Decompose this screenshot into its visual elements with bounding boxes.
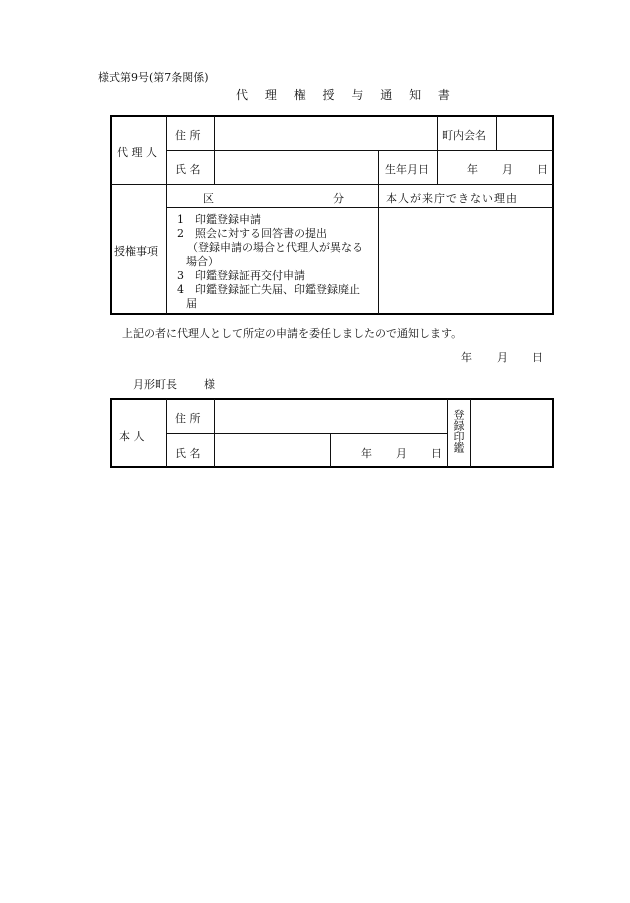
title-char: 理 (264, 88, 277, 102)
authority-item: （登録申請の場合と代理人が異なる (187, 241, 363, 254)
title-char: 権 (293, 88, 306, 102)
authority-item: 1 印鑑登録申請 (177, 213, 261, 226)
birth-year-label: 年 (467, 163, 478, 176)
addressee-suffix: 様 (204, 378, 215, 391)
addressee: 月形町長 (133, 378, 177, 391)
birth-day-label: 日 (537, 163, 548, 176)
title-char: 知 (409, 88, 422, 102)
authority-item: 2 照会に対する回答書の提出 (177, 227, 327, 240)
document-title (236, 86, 463, 103)
title-char: 通 (380, 88, 393, 102)
title-char: 代 (236, 88, 249, 102)
principal-label: 本 人 (119, 430, 145, 443)
date-year: 年 (461, 351, 472, 364)
authority-item: 場合） (186, 255, 219, 268)
principal-month: 月 (396, 447, 407, 460)
title-char: 与 (351, 88, 364, 102)
authority-label: 授権事項 (114, 245, 158, 258)
agent-label: 代 理 人 (117, 146, 157, 159)
title-char: 書 (437, 88, 450, 102)
registered-seal-label: 登録印鑑 (452, 409, 465, 453)
form-number: 様式第9号(第7条関係) (98, 71, 209, 84)
authority-item: 3 印鑑登録証再交付申請 (177, 269, 305, 282)
reason-header: 本人が来庁できない理由 (386, 192, 518, 205)
birth-month-label: 月 (502, 163, 513, 176)
agent-address-label: 住 所 (175, 129, 201, 142)
principal-name-label: 氏 名 (175, 447, 201, 460)
agent-name-label: 氏 名 (175, 163, 201, 176)
authority-item: 届 (186, 297, 197, 310)
town-association-label: 町内会名 (442, 129, 486, 142)
category-header-right: 分 (333, 192, 344, 205)
birth-date-label: 生年月日 (385, 163, 429, 176)
date-day: 日 (532, 351, 543, 364)
category-header-left: 区 (203, 192, 214, 205)
authority-item: 4 印鑑登録証亡失届、印鑑登録廃止 (177, 283, 360, 296)
title-char: 授 (322, 88, 335, 102)
principal-day: 日 (431, 447, 442, 460)
notice-text: 上記の者に代理人として所定の申請を委任しましたので通知します。 (122, 327, 463, 340)
principal-year: 年 (361, 447, 372, 460)
date-month: 月 (497, 351, 508, 364)
principal-address-label: 住 所 (175, 412, 201, 425)
